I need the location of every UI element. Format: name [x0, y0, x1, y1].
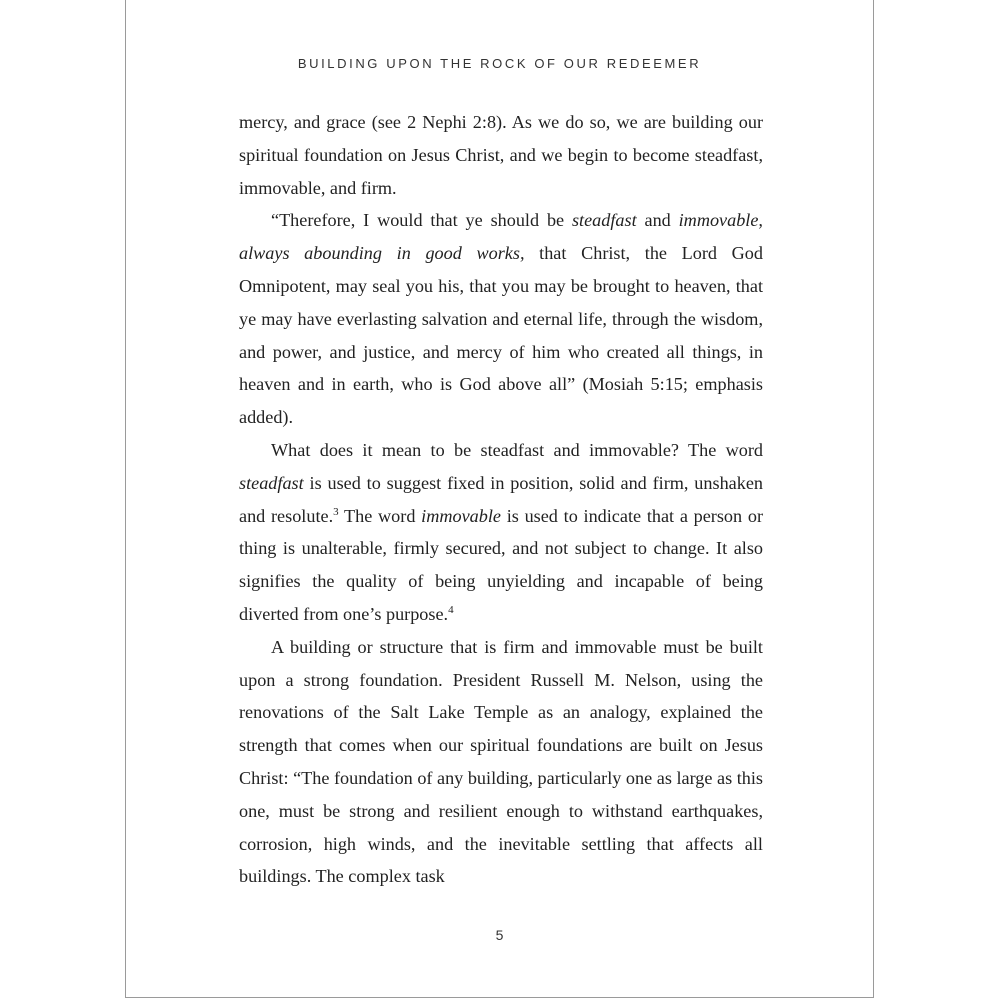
- emphasis: immovable, always abounding in good works,: [239, 210, 763, 264]
- footnote-marker: 4: [448, 603, 454, 616]
- paragraph-3: [239, 434, 763, 631]
- paragraph-2: [239, 204, 763, 434]
- text-run: What does it mean to be steadfast and immovable? The word: [271, 439, 763, 460]
- text-run: and: [636, 210, 679, 231]
- page-number: 5: [495, 927, 504, 943]
- paragraph-1: mercy, and grace (see 2 Nephi 2:8). As we do so, we are building our spiritual foundation on Jesus Christ, and we begin to become steadfast, immovable, and firm.: [239, 112, 763, 198]
- footnote-marker: 3: [333, 505, 339, 518]
- text-run: is used to indicate that a person or thing is unalterable, firmly secured, and not subject to change. It also signifies the quality of being unyielding and incapable of being diverted from one’s purpose.: [239, 505, 763, 624]
- emphasis: steadfast: [239, 472, 304, 493]
- book-page: [125, 0, 874, 998]
- emphasis: immovable: [421, 505, 501, 526]
- text-run: The word: [338, 505, 422, 526]
- running-header: BUILDING UPON THE ROCK OF OUR REDEEMER: [297, 56, 702, 71]
- text-run: “Therefore, I would that ye should be: [271, 210, 572, 231]
- emphasis: steadfast: [571, 210, 637, 231]
- paragraph-4: A building or structure that is firm and immovable must be built upon a strong foundation. President Russell M. Nelson, using the renovations of the Salt Lake Temple as an analogy, explained the strength that comes when our spiritual foundations are built on Jesus Christ: “The foundation of any building, particularly one as large as this one, must be strong and resilient enough to withstand earthquakes, corrosion, high winds, and the inevitable settling that affects all buildings. The complex task: [239, 636, 763, 887]
- text-run: is used to suggest fixed in position, solid and firm, unshaken and resolute.: [239, 472, 763, 526]
- text-run: that Christ, the Lord God Omnipotent, may seal you his, that you may be brought to heaven, that ye may have everlasting salvation and eternal life, through the wisdom, and power, and justice, and mercy of him who created all things, in heaven and in earth, who is God above all” (Mosiah 5:15; emphasis added).: [239, 243, 763, 428]
- body-text: [239, 106, 763, 893]
